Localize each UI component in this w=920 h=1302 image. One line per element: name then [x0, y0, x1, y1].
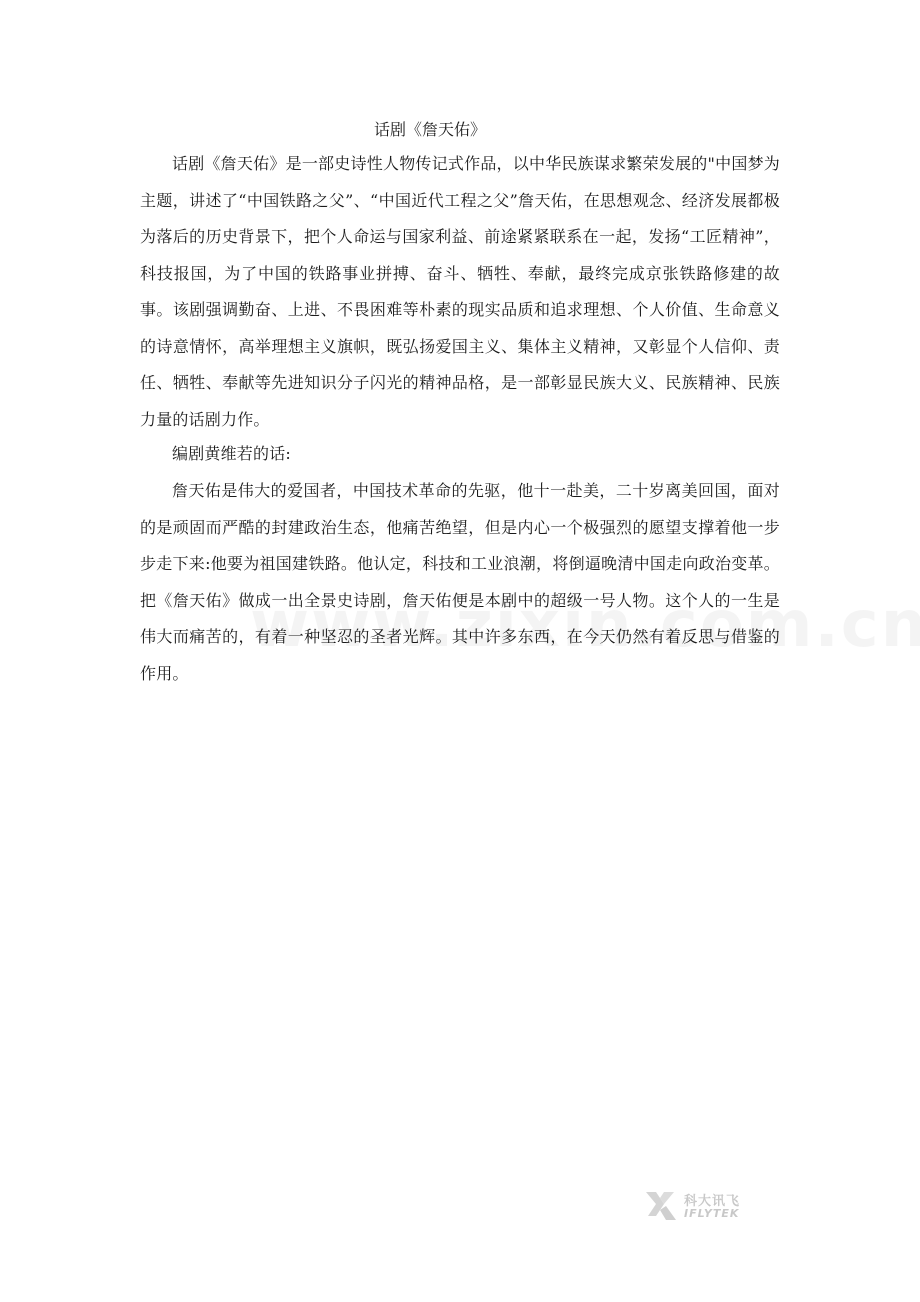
logo-en-text: IFLYTEK — [684, 1207, 740, 1220]
watermark-text — [250, 588, 920, 662]
paragraph-text: 话剧《詹天佑》是一部史诗性人物传记式作品，以中华民族谋求繁荣发展的"中国梦为主题，讲述了“中国铁路之父”、“中国近代工程之父”詹天佑，在思想观念、经济发展都极为落后的历史背景下，把个人命运与国家利益、前途紧紧联系在一起，发扬“工匠精神”，科技报国，为了中国的铁路事业拼搏、奋斗、牺牲、奉献，最终完成京张铁路修建的故事。该剧强调勤奋、上进、不畏困难等朴素的现实品质和追求理想、个人价值、生命意义的诗意情怀，高举理想主义旗帜，既弘扬爱国主义、集体主义精神，又彰显个人信仰、责任、牺牲、奉献等先进知识分子闪光的精神品格，是一部彰显民族大义、民族精神、民族力量的话剧力作。 — [140, 154, 780, 429]
logo-cn-text: 科大讯飞 — [684, 1194, 741, 1209]
body-paragraph-heading — [140, 436, 780, 473]
body-paragraph-intro — [140, 146, 780, 438]
document-title: 话剧《詹天佑》 — [373, 120, 486, 139]
paragraph-text: 编剧黄维若的话: — [172, 444, 291, 463]
iflytek-logo — [642, 1188, 752, 1224]
iflytek-logo-icon — [642, 1188, 678, 1224]
paragraph-text: 詹天佑是伟大的爱国者，中国技术革命的先驱，他十一赴美，二十岁离美回国，面对的是顽固而严酷的封建政治生态，他痛苦绝望，但是内心一个极强烈的愿望支撑着他一步步走下来:他要为祖国建铁路。他认定，科技和工业浪潮，将倒逼晚清中国走向政治变革。把《詹天佑》做成一出全景史诗剧，詹天佑便是本剧中的超级一号人物。这个人的一生是伟大而痛苦的，有着一种坚忍的圣者光辉。其中许多东西，在今天仍然有着反思与借鉴的作用。 — [140, 481, 780, 683]
